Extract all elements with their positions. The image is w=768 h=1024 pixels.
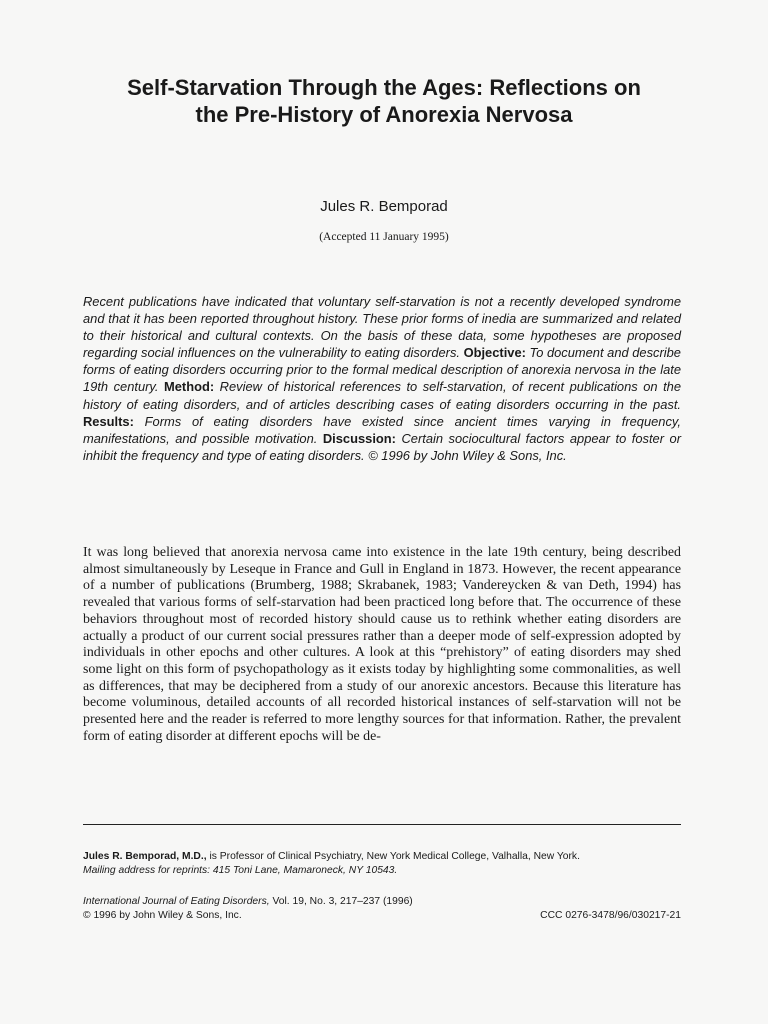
title-line-1: Self-Starvation Through the Ages: Reflections on bbox=[127, 75, 641, 100]
discussion-label: Discussion: bbox=[322, 430, 396, 446]
body-paragraph: It was long believed that anorexia nervosa came into existence in the late 19th century, being described almost simultaneously by Leseque in France and Gull in England in 1873. However, the recent appearance of a number of publications (Brumberg, 1988; Skrabanek, 1983; Vandereycken & van Deth, 1994) has revealed that various forms of self-starvation had been practiced long before that. The occurrence of these behaviors throughout most of recorded history should cause us to rethink whether eating disorders are actually a product of our current social pressures rather than a deeper mode of self-expression adopted by individuals in other epochs and other cultures. A look at this “prehistory” of eating disorders may shed some light on this form of psychopathology as it exists today by highlighting some commonalities, as well as differences, that may be deciphered from a study of our anorexic ancestors. Because this literature has become voluminous, detailed accounts of all recorded historical instances of self-starvation will not be presented here and the reader is referred to more lengthy sources for that information. Rather, the prevalent form of eating disorder at different epochs will be de- bbox=[83, 545, 681, 744]
abstract-results: Forms of eating disorders have existed since ancient times varying in frequency, manifestations, and possible motivation. bbox=[83, 413, 681, 446]
author-name: Jules R. Bemporad bbox=[320, 198, 448, 215]
footnote-author-desc: is Professor of Clinical Psychiatry, New York Medical College, Valhalla, New York. bbox=[209, 851, 580, 862]
results-label: Results: bbox=[83, 413, 134, 429]
ccc-code: CCC 0276-3478/96/030217-21 bbox=[540, 909, 681, 921]
abstract-method: Review of historical references to self-starvation, of recent publications on the history of eating disorders, and of articles describing cases of eating disorders occurring in the past. bbox=[83, 379, 681, 412]
abstract-intro: Recent publications have indicated that voluntary self-starvation is not a recently developed syndrome and that it has been reported throughout history. These prior forms of inedia are summarized and related to their historical and cultural contexts. On the basis of these data, some hypotheses are proposed regarding social influences on the vulnerability to eating disorders. bbox=[83, 294, 681, 361]
journal-info bbox=[83, 895, 681, 922]
journal-citation: Vol. 19, No. 3, 217–237 (1996) bbox=[272, 896, 413, 907]
article-title bbox=[60, 74, 708, 128]
abstract-discussion: Certain sociocultural factors appear to foster or inhibit the frequency and type of eating disorders. © 1996 by John Wiley & Sons, Inc. bbox=[83, 430, 681, 463]
objective-label: Objective: bbox=[463, 345, 526, 361]
reprint-address: Mailing address for reprints: 415 Toni Lane, Mamaroneck, NY 10543. bbox=[83, 864, 398, 876]
journal-copyright: © 1996 by John Wiley & Sons, Inc. bbox=[83, 909, 242, 921]
method-label: Method: bbox=[164, 379, 215, 395]
abstract-objective: To document and describe forms of eating disorders occurring prior to the formal medical description of anorexia nervosa in the late 19th century. bbox=[83, 345, 681, 395]
footnote-divider bbox=[83, 824, 681, 825]
accepted-date: (Accepted 11 January 1995) bbox=[319, 231, 449, 243]
title-line-2: the Pre-History of Anorexia Nervosa bbox=[195, 102, 573, 127]
journal-name: International Journal of Eating Disorders, bbox=[83, 896, 270, 907]
abstract bbox=[83, 293, 681, 464]
author-footnote bbox=[83, 850, 681, 877]
footnote-author-name: Jules R. Bemporad, M.D., bbox=[83, 851, 207, 862]
